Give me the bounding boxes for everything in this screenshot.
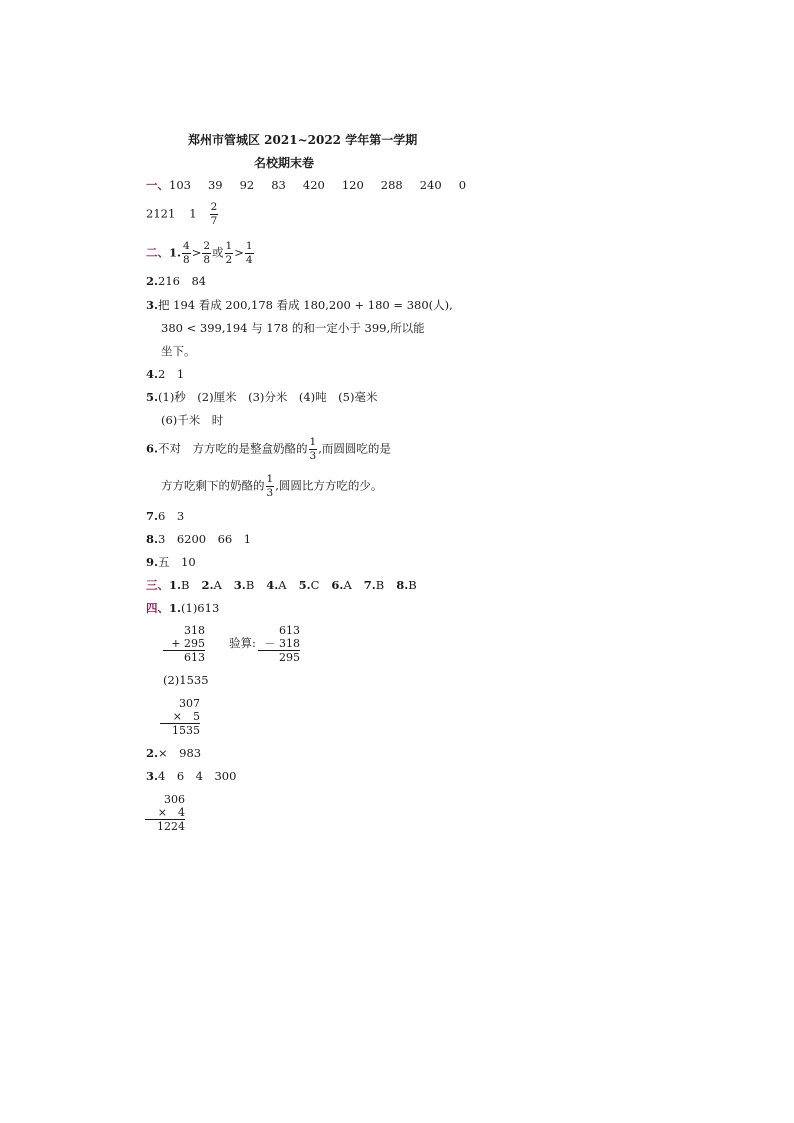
calc-operand: 613	[279, 624, 300, 637]
question-number: 4.	[146, 367, 159, 381]
answer: 1	[189, 206, 197, 221]
or-text: 或	[212, 245, 224, 260]
answer: 39	[207, 178, 223, 192]
answer: 83	[271, 178, 286, 192]
answer: 420	[302, 178, 325, 192]
answer-text: ,而圆圆吃的是	[318, 441, 391, 456]
section3-answers	[146, 580, 417, 592]
section1-row2	[146, 202, 219, 226]
question-number: 7.	[363, 578, 376, 592]
question-number: 9.	[146, 555, 159, 569]
choice-answer: C	[310, 578, 320, 592]
question-number: 4.	[266, 578, 279, 592]
section4-q1	[146, 603, 219, 615]
calc-result: 295	[258, 650, 300, 664]
fraction: $\frac{4}{8}$	[183, 240, 190, 266]
question-number: 1.	[169, 601, 182, 615]
answer-text: 不对 方方吃的是整盒奶酪的	[158, 441, 308, 456]
fraction: $\frac{2}{7}$	[210, 201, 218, 227]
choice-answer: A	[278, 578, 287, 592]
answer: 120	[341, 178, 364, 192]
choice-answer: B	[181, 578, 190, 592]
calc-operand: + 295	[171, 637, 205, 650]
section2-q3-line1	[146, 300, 453, 312]
choice-answer: B	[408, 578, 417, 592]
fraction: $\frac{2}{8}$	[203, 240, 211, 266]
answer-text: 6 3	[158, 509, 185, 523]
choice-answer: A	[343, 578, 352, 592]
question-number: 6.	[146, 441, 159, 456]
answer-text: (1)秒 (2)厘米 (3)分米 (4)吨 (5)毫米	[158, 390, 378, 404]
calc-operand: － 318	[264, 637, 300, 650]
question-number: 8.	[146, 532, 159, 546]
section2-q5-line1	[146, 392, 377, 404]
greater-sign: >	[234, 245, 244, 260]
answer-text: 3 6200 66 1	[158, 532, 252, 546]
calc-operand: 306	[164, 793, 185, 806]
answer-text: 方方吃剩下的奶酪的	[161, 478, 265, 493]
vertical-subtraction	[258, 624, 300, 664]
section2-q3-line2: 380 < 399,194 与 178 的和一定小于 399,所以能	[161, 321, 425, 335]
answer-text: 4 6 4 300	[158, 769, 237, 783]
answer: 92	[239, 178, 255, 192]
vertical-multiplication	[160, 697, 200, 737]
answer: 288	[380, 178, 403, 192]
section4-mark: 四、	[146, 601, 169, 615]
section1-row1	[146, 180, 466, 192]
question-number: 1.	[169, 245, 182, 260]
answer-text: 五 10	[158, 555, 196, 569]
section1-mark: 一、	[146, 178, 169, 192]
section4-q1-part2: (2)1535	[163, 673, 209, 687]
answer: 2121	[146, 206, 176, 221]
section2-q5-line2: (6)千米 时	[161, 413, 224, 427]
answer: 240	[419, 178, 442, 192]
choice-answer: A	[213, 578, 222, 592]
section2-q2	[146, 276, 206, 288]
section4-q2	[146, 748, 201, 760]
calc-operand: 307	[179, 697, 200, 710]
answer-text: ,圆圆比方方吃的少。	[275, 478, 383, 493]
answer-text: 2 1	[158, 367, 185, 381]
question-number: 8.	[396, 578, 409, 592]
calc-operand: 318	[184, 624, 205, 637]
question-number: 2.	[146, 746, 159, 760]
choice-answer: B	[375, 578, 385, 592]
section2-q6-line2	[161, 474, 382, 498]
question-number: 5.	[298, 578, 311, 592]
calc-result: 1224	[145, 819, 185, 833]
answer: 103	[169, 178, 191, 192]
question-number: 5.	[146, 390, 159, 404]
vertical-addition	[163, 624, 205, 664]
choice-answer: B	[245, 578, 255, 592]
answer-text: 216 84	[158, 274, 207, 288]
section2-q8	[146, 534, 251, 546]
question-number: 2.	[146, 274, 159, 288]
question-number: 6.	[331, 578, 344, 592]
section2-q6-line1	[146, 437, 391, 461]
fraction: $\frac{1}{3}$	[309, 436, 317, 462]
section2-mark: 二、	[146, 245, 169, 260]
fraction: $\frac{1}{3}$	[266, 473, 274, 499]
section2-q9	[146, 557, 196, 569]
calc-result: 613	[163, 650, 205, 664]
calc-operand: × 5	[172, 710, 200, 723]
question-number: 3.	[233, 578, 246, 592]
section2-q3-line3: 坐下。	[161, 344, 196, 358]
greater-sign: >	[191, 245, 202, 260]
calc-operand: × 4	[157, 806, 185, 819]
section2-q7	[146, 511, 184, 523]
answer: 0	[458, 178, 467, 192]
question-number: 7.	[146, 509, 159, 523]
calc-result: 1535	[160, 723, 200, 737]
question-number: 3.	[146, 769, 159, 783]
page-subtitle: 名校期末卷	[254, 156, 315, 170]
check-label: 验算:	[229, 636, 256, 650]
question-number: 3.	[146, 298, 159, 312]
answer-text: × 983	[158, 746, 202, 760]
question-number: 2.	[201, 578, 214, 592]
section4-q3	[146, 771, 236, 783]
section3-mark: 三、	[146, 578, 169, 592]
answer-text: 把 194 看成 200,178 看成 180,200 + 180 = 380(人),	[158, 298, 453, 312]
page-title: 郑州市管城区 2021~2022 学年第一学期	[188, 133, 418, 147]
vertical-multiplication	[145, 793, 185, 833]
fraction: $\frac{1}{4}$	[245, 240, 253, 266]
question-number: 1.	[169, 578, 182, 592]
fraction: $\frac{1}{2}$	[225, 240, 233, 266]
section2-q4	[146, 369, 184, 381]
answer-text: (1)613	[181, 601, 220, 615]
section2-q1	[146, 241, 255, 265]
